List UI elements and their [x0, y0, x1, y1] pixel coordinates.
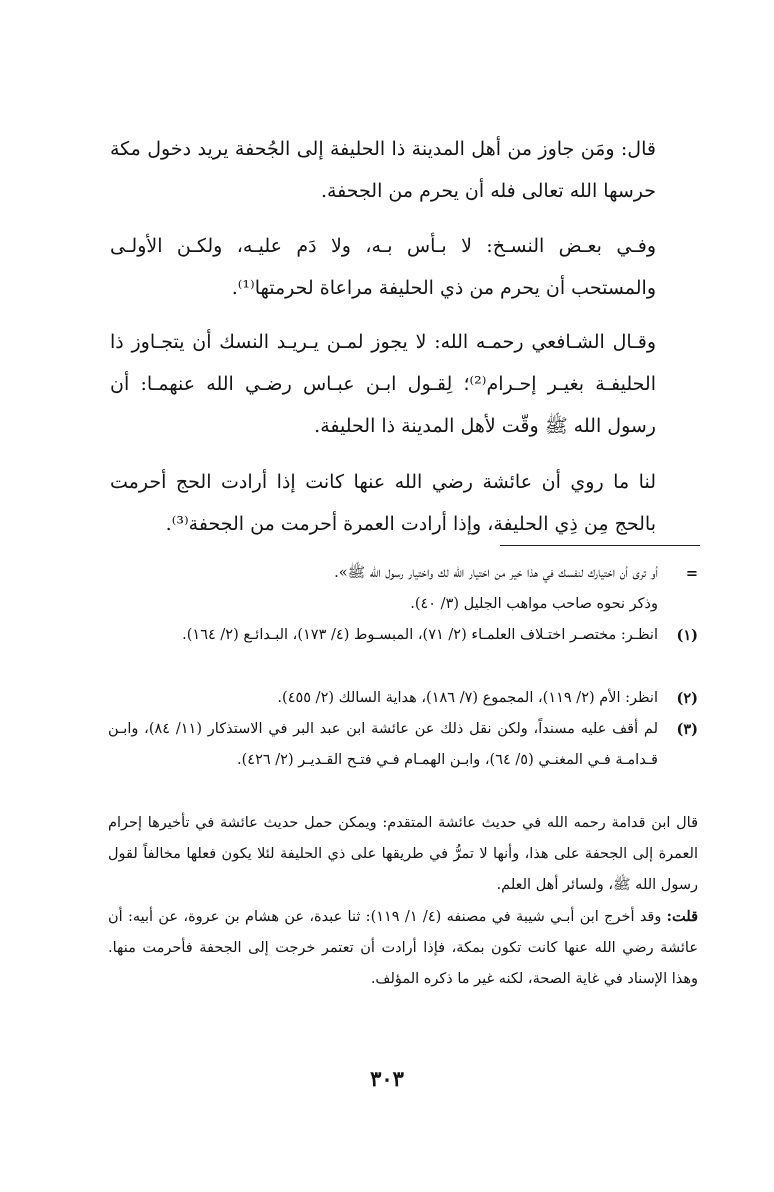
- footnote-2-number: (٢): [676, 690, 698, 707]
- footnote-1-text: انظـر: مختصـر اختـلاف العلمـاء (٢/ ٧١)، المبسـوط (٤/ ١٧٣)، البـدائـع (٢/ ١٦٤).: [182, 627, 658, 643]
- footnote-continuation-line-2: وذكر نحوه صاحب مواهب الجليل (٣/ ٤٠).: [410, 596, 658, 612]
- page-number: ٣٠٣: [370, 1066, 404, 1091]
- footnote-3-number: (٣): [676, 721, 698, 738]
- paragraph-2: وفـي بعـض النسـخ: لا بـأس بـه، ولا دَم عليـه، ولكـن الأولـى والمستحب أن يحرم من ذي الحليفة مراعاة لحرمتها⁽¹⁾.: [110, 235, 656, 299]
- continuation-mark: =: [685, 565, 698, 582]
- footnote-continuation: [108, 558, 698, 620]
- footnote-2: [108, 683, 698, 714]
- footnote-continuation-line-1: أو ترى أن اختيارك لنفسك في هذا خير من اختيار الله لك واختيار رسول الله ﷺ».: [334, 565, 658, 581]
- commentary-author-note: [108, 901, 698, 995]
- footnote-1-body: [108, 620, 698, 651]
- paragraph-1: قال: ومَن جاوز من أهل المدينة ذا الحليفة إلى الجُحفة يريد دخول مكة حرسها الله تعالى فله أن يحرم من الجحفة.: [110, 138, 656, 202]
- main-text-block: [110, 128, 656, 212]
- footnote-1-number: (١): [676, 627, 698, 644]
- commentary-ibn-qudama: قال ابن قدامة رحمه الله في حديث عائشة المتقدم: ويمكن حمل حديث عائشة في تأخيرها إحرام العمرة إلى الجحفة على هذا، وأنها لا تمرُّ في طريقها على ذي الحليفة لئلا يكون فعلها مخالفاً لقول رسول الله ﷺ، ولسائر أهل العلم.: [108, 815, 698, 893]
- footnote-continuation-body: [108, 558, 698, 620]
- commentary-lead-word: قلت:: [666, 908, 698, 925]
- footnote-2-body: [108, 683, 698, 714]
- footnote-3: [108, 714, 698, 776]
- footnote-1: [108, 620, 698, 651]
- footnote-2-text: انظر: الأم (٢/ ١١٩)، المجموع (٧/ ١٨٦)، هداية السالك (٢/ ٤٥٥).: [277, 690, 658, 706]
- paragraph-4: لنا ما روي أن عائشة رضي الله عنها كانت إذا أرادت الحج أحرمت بالحج مِن ذِي الحليفة، وإذا أرادت العمرة أحرمت من الجحفة⁽³⁾.: [110, 471, 656, 535]
- footnote-3-commentary: [108, 808, 698, 995]
- main-text-block: [110, 321, 656, 447]
- main-text-block: [110, 225, 656, 309]
- paragraph-3: وقـال الشـافعي رحمـه الله: لا يجوز لمـن يـريـد النسك أن يتجـاوز ذا الحليفـة بغيـر إحـرام⁽²⁾؛ لِقـول ابـن عبـاس رضـي الله عنهمـا: أن رسول الله ﷺ وقّت لأهل المدينة ذا الحليفة.: [110, 331, 656, 437]
- footnote-separator: [500, 545, 700, 546]
- commentary-body: وقد أخرج ابن أبـي شيبة في مصنفه (٤/ ١/ ١١٩): ثنا عبدة، عن هشام بن عروة، عن أبيه: أن عائشة رضي الله عنها كانت تكون بمكة، فإذا أرادت أن تعتمر خرجت إلى الجحفة فأحرمت منها. وهذا الإسناد في غاية الصحة، لكنه غير ما ذكره المؤلف.: [108, 909, 698, 987]
- main-text-block: [110, 461, 656, 545]
- footnote-3-text: لم أقف عليه مسنداً، ولكن نقل ذلك عن عائشة ابن عبد البر في الاستذكار (١١/ ٨٤)، وابـن قـدامـة فـي المغنـي (٥/ ٦٤)، وابـن الهمـام فـي فتـح القـديـر (٢/ ٤٢٦).: [108, 721, 658, 768]
- footnote-3-body: [108, 714, 698, 776]
